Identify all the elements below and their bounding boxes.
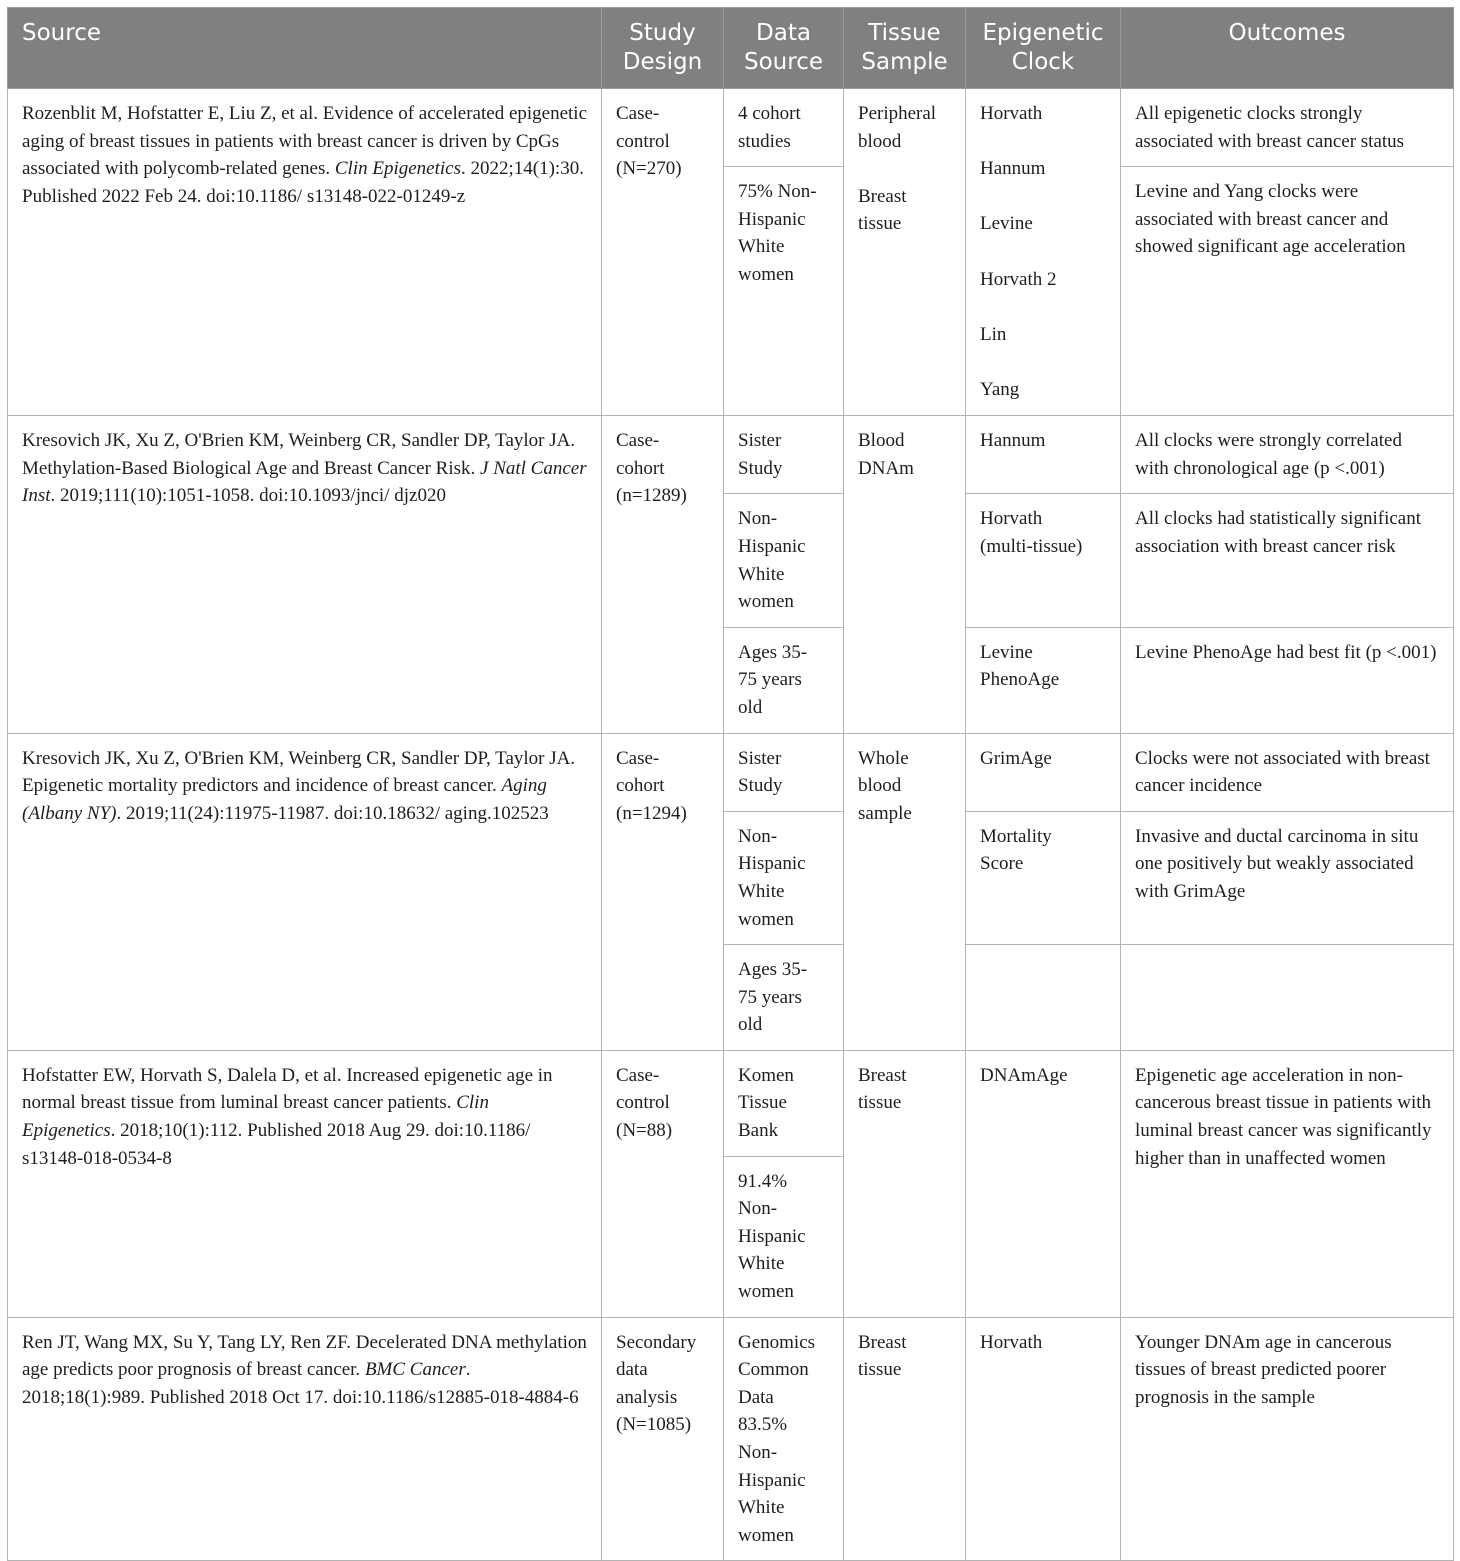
tissue-sample-cell xyxy=(844,416,966,733)
table-row xyxy=(8,89,1454,167)
tissue-sample-item xyxy=(858,100,951,155)
clock-name: Mortality xyxy=(980,825,1052,847)
data-source-cell xyxy=(724,1050,844,1156)
tissue-sample-cell xyxy=(844,1050,966,1317)
source-cell xyxy=(8,1317,602,1561)
epigenetic-clock-cell xyxy=(966,1050,1121,1317)
data-source-line: 75% Non- xyxy=(738,181,817,203)
design-line: data xyxy=(616,1359,648,1381)
data-source-cell xyxy=(724,945,844,1051)
data-source-line: Komen xyxy=(738,1064,794,1086)
study-design-cell xyxy=(602,416,724,733)
tissue-line: Breast xyxy=(858,1331,907,1353)
study-design-cell xyxy=(602,1050,724,1317)
header-epigenetic-clock-line2: Clock xyxy=(1011,49,1075,75)
clock-name: Horvath xyxy=(980,1331,1043,1353)
design-line: cohort xyxy=(616,775,665,797)
clock-name: Lin xyxy=(980,323,1007,345)
data-source-line: White xyxy=(738,563,785,585)
header-tissue-sample-line1: Tissue xyxy=(868,20,941,46)
data-source-cell xyxy=(724,89,844,167)
epigenetic-clock-cell xyxy=(966,1317,1121,1561)
data-source-line: women xyxy=(738,908,794,930)
clock-name: Levine xyxy=(980,641,1033,663)
design-line: control xyxy=(616,1092,670,1114)
design-line: (N=88) xyxy=(616,1120,673,1142)
epigenetic-clock-cell xyxy=(966,416,1121,494)
data-source-line: Bank xyxy=(738,1120,779,1142)
tissue-line: tissue xyxy=(858,213,902,235)
table-row xyxy=(8,1317,1454,1561)
source-citation: Hofstatter EW, Horvath S, Dalela D, et al. Increased epigenetic age in normal breast tissue from luminal breast cancer patients. xyxy=(22,1064,553,1114)
outcome-cell: Epigenetic age acceleration in non-cancerous breast tissue in patients with luminal breast cancer was significantly higher than in unaffected women xyxy=(1121,1050,1454,1317)
tissue-line: tissue xyxy=(858,1092,902,1114)
tissue-line: sample xyxy=(858,802,912,824)
tissue-line: Blood xyxy=(858,430,905,452)
header-data-source-line1: Data xyxy=(756,20,811,46)
epigenetic-clock-cell xyxy=(966,494,1121,627)
clock-name: Hannum xyxy=(980,430,1046,452)
data-source-line: Genomics xyxy=(738,1331,816,1353)
data-source-cell xyxy=(724,627,844,733)
data-source-line: White xyxy=(738,880,785,902)
data-source-line: 4 cohort xyxy=(738,103,801,124)
source-details: . 2018;18(1):989. Published 2018 Oct 17. doi:10.1186/s12885-018-4884-6 xyxy=(22,1359,579,1408)
source-citation: Kresovich JK, Xu Z, O'Brien KM, Weinberg CR, Sandler DP, Taylor JA. Epigenetic mortality predictors and incidence of breast cancer. xyxy=(22,747,576,797)
header-row xyxy=(8,8,1454,89)
source-journal: Clin Epigenetics xyxy=(22,1092,489,1142)
table-row xyxy=(8,1050,1454,1156)
source-journal: Aging (Albany NY) xyxy=(22,775,547,824)
data-source-cell xyxy=(724,1156,844,1317)
tissue-sample-cell xyxy=(844,1317,966,1561)
data-source-line: studies xyxy=(738,130,791,152)
header-epigenetic-clock xyxy=(966,8,1121,89)
header-study-design xyxy=(602,8,724,89)
header-epigenetic-clock-line1: Epigenetic xyxy=(982,20,1104,46)
data-source-line: 83.5% xyxy=(738,1414,788,1436)
design-line: (N=1085) xyxy=(616,1414,692,1436)
clock-name: DNAmAge xyxy=(980,1064,1068,1086)
data-source-line: Data xyxy=(738,1386,774,1408)
tissue-sample-cell xyxy=(844,89,966,416)
design-line: Case- xyxy=(616,747,660,769)
data-source-line: Hispanic xyxy=(738,853,806,875)
header-data-source-line2: Source xyxy=(744,49,823,75)
outcome-cell: Levine PhenoAge had best fit (p <.001) xyxy=(1121,627,1454,733)
data-source-line: Non- xyxy=(738,508,778,530)
clock-name: GrimAge xyxy=(980,747,1052,769)
data-source-line: Tissue xyxy=(738,1092,787,1114)
source-cell xyxy=(8,1050,602,1317)
outcome-cell: Younger DNAm age in cancerous tissues of breast predicted poorer prognosis in the sample xyxy=(1121,1317,1454,1561)
outcome-cell: All clocks had statistically significant association with breast cancer risk xyxy=(1121,494,1454,627)
outcome-cell: All epigenetic clocks strongly associated with breast cancer status xyxy=(1121,89,1454,167)
source-citation: Ren JT, Wang MX, Su Y, Tang LY, Ren ZF. Decelerated DNA methylation age predicts poor prognosis of breast cancer. xyxy=(22,1331,587,1381)
table-row xyxy=(8,416,1454,494)
header-study-design-line1: Study xyxy=(629,20,696,46)
data-source-line: Hispanic xyxy=(738,535,806,557)
outcome-cell xyxy=(1121,945,1454,1051)
source-details: . 2022;14(1):30. Published 2022 Feb 24. doi:10.1186/ s13148-022-01249-z xyxy=(22,158,584,207)
data-source-line: women xyxy=(738,1524,794,1546)
tissue-line: Breast xyxy=(858,185,907,207)
clock-name: Yang xyxy=(980,378,1020,400)
design-line: Case- xyxy=(616,430,660,452)
epigenetic-clock-cell xyxy=(966,811,1121,944)
header-outcomes: Outcomes xyxy=(1121,8,1454,89)
data-source-line: White xyxy=(738,236,785,258)
data-source-line: women xyxy=(738,263,794,285)
data-source-line: Non- xyxy=(738,825,778,847)
design-line: (n=1289) xyxy=(616,485,687,507)
design-line: Case- xyxy=(616,103,660,124)
clock-name: Score xyxy=(980,853,1024,875)
data-source-line: 75 years xyxy=(738,986,802,1008)
design-line: control xyxy=(616,130,670,152)
clock-name: Horvath xyxy=(980,508,1043,530)
data-source-line: Sister xyxy=(738,430,782,452)
data-source-line: 75 years xyxy=(738,669,802,691)
data-source-cell xyxy=(724,494,844,627)
table-row xyxy=(8,733,1454,811)
source-cell xyxy=(8,733,602,1050)
data-source-line: old xyxy=(738,696,763,718)
data-source-cell xyxy=(724,811,844,944)
source-citation: Kresovich JK, Xu Z, O'Brien KM, Weinberg CR, Sandler DP, Taylor JA. Methylation-Based Biological Age and Breast Cancer Risk. xyxy=(22,430,576,479)
header-study-design-line2: Design xyxy=(622,49,703,75)
design-line: cohort xyxy=(616,457,665,479)
source-journal: BMC Cancer xyxy=(364,1359,466,1381)
data-source-line: White xyxy=(738,1497,785,1519)
data-source-line: Non- xyxy=(738,1198,778,1220)
data-source-line: Study xyxy=(738,775,783,797)
data-source-line: Hispanic xyxy=(738,208,806,230)
source-journal: Clin Epigenetics xyxy=(334,158,461,180)
data-source-line: women xyxy=(738,1281,794,1303)
data-source-line: Hispanic xyxy=(738,1225,806,1247)
study-design-cell xyxy=(602,89,724,416)
data-source-line: Hispanic xyxy=(738,1469,806,1491)
data-source-line: Common xyxy=(738,1359,809,1381)
source-details: . 2019;111(10):1051-1058. doi:10.1093/jnci/ djz020 xyxy=(50,485,446,507)
data-source-line: Ages 35- xyxy=(738,641,808,663)
data-source-line: White xyxy=(738,1253,785,1275)
data-source-line: Ages 35- xyxy=(738,959,808,981)
tissue-sample-item xyxy=(858,183,951,238)
design-line: Secondary xyxy=(616,1331,697,1353)
data-source-line: women xyxy=(738,591,794,613)
epigenetic-clock-cell xyxy=(966,627,1121,733)
clock-name: Horvath 2 xyxy=(980,268,1057,290)
outcome-cell: Invasive and ductal carcinoma in situ one positively but weakly associated with GrimAge xyxy=(1121,811,1454,944)
outcome-cell: All clocks were strongly correlated with chronological age (p <.001) xyxy=(1121,416,1454,494)
source-cell xyxy=(8,416,602,733)
clock-name: Levine xyxy=(980,213,1033,235)
design-line: analysis xyxy=(616,1386,678,1408)
design-line: Case- xyxy=(616,1064,660,1086)
outcome-cell: Levine and Yang clocks were associated with breast cancer and showed significant age acceleration xyxy=(1121,167,1454,416)
clock-name: Hannum xyxy=(980,158,1046,180)
data-source-line: Sister xyxy=(738,747,782,769)
source-citation: Rozenblit M, Hofstatter E, Liu Z, et al. Evidence of accelerated epigenetic aging of breast tissues in patients with breast cancer is driven by CpGs associated with polycomb-related genes. xyxy=(22,103,588,180)
data-source-cell xyxy=(724,167,844,416)
data-source-line: Study xyxy=(738,457,783,479)
clock-name: (multi-tissue) xyxy=(980,535,1083,557)
data-source-line: Non- xyxy=(738,1442,778,1463)
header-data-source xyxy=(724,8,844,89)
outcome-cell: Clocks were not associated with breast cancer incidence xyxy=(1121,733,1454,811)
tissue-line: Peripheral xyxy=(858,103,937,124)
data-source-cell xyxy=(724,416,844,494)
tissue-line: DNAm xyxy=(858,457,914,479)
tissue-line: blood xyxy=(858,775,902,797)
header-tissue-sample xyxy=(844,8,966,89)
header-source: Source xyxy=(8,8,602,89)
tissue-line: Whole xyxy=(858,747,909,769)
data-source-line: old xyxy=(738,1014,763,1036)
tissue-line: tissue xyxy=(858,1359,902,1381)
tissue-sample-cell xyxy=(844,733,966,1050)
epigenetic-clock-cell-empty xyxy=(966,945,1121,1051)
source-details: . 2019;11(24):11975-11987. doi:10.18632/ aging.102523 xyxy=(116,802,549,824)
source-details: . 2018;10(1):112. Published 2018 Aug 29. doi:10.1186/ s13148-018-0534-8 xyxy=(22,1120,531,1169)
clock-name: PhenoAge xyxy=(980,669,1060,691)
design-line: (n=1294) xyxy=(616,802,687,824)
header-tissue-sample-line2: Sample xyxy=(861,49,948,75)
study-design-cell xyxy=(602,733,724,1050)
epigenetic-clock-cell xyxy=(966,733,1121,811)
tissue-line: blood xyxy=(858,130,902,152)
studies-table xyxy=(7,7,1454,1561)
design-line: (N=270) xyxy=(616,158,682,180)
data-source-cell xyxy=(724,733,844,811)
clock-name: Horvath xyxy=(980,103,1043,124)
tissue-line: Breast xyxy=(858,1064,907,1086)
source-cell xyxy=(8,89,602,416)
data-source-cell xyxy=(724,1317,844,1561)
study-design-cell xyxy=(602,1317,724,1561)
source-journal: J Natl Cancer Inst xyxy=(22,457,587,507)
data-source-line: 91.4% xyxy=(738,1170,788,1192)
epigenetic-clock-cell xyxy=(966,89,1121,416)
